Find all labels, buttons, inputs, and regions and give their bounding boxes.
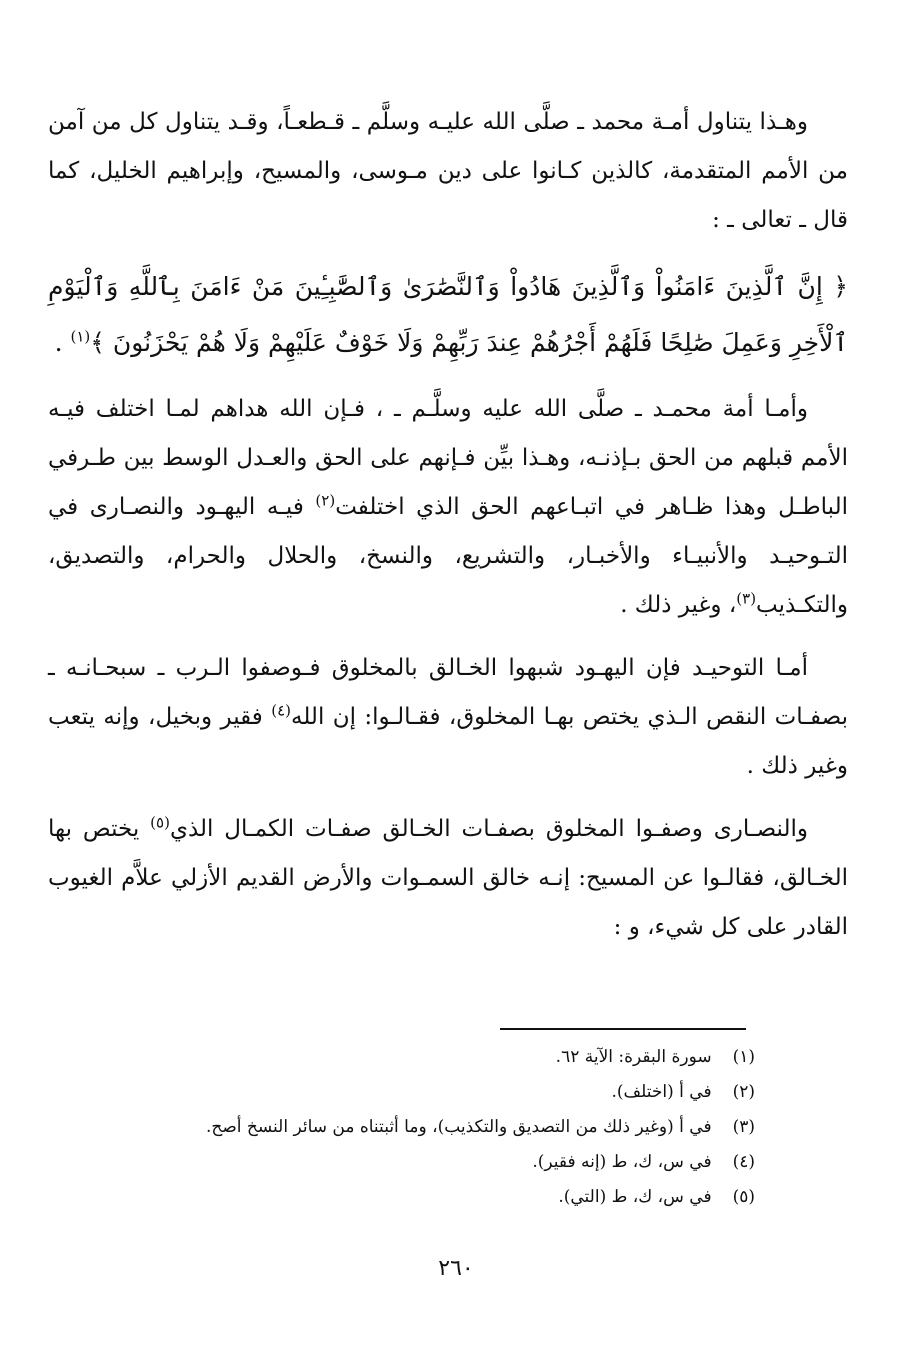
main-text — [48, 98, 848, 966]
paragraph-2-text-a: وأمـا أمة محمـد ـ صلَّى الله عليه وسلَّـم ـ ، فـإن الله هداهم لمـا اختلف فيـه الأمم قبلهم من الحق بـإذنـه، وهـذا بيِّن فـإنهم على الحق والعـدل الوسط بين طـرفي الباطـل وهذا ظـاهر في اتبـاعهم الحق الذي اختلفت — [48, 396, 848, 520]
footnote-ref-4: (٤) — [271, 701, 291, 720]
footnote-4 — [48, 1145, 755, 1180]
footnote-text: في س، ك، ط (التي). — [558, 1187, 712, 1207]
footnote-number: (٣) — [732, 1117, 755, 1137]
page-number: ٢٦٠ — [438, 1256, 474, 1281]
quran-verse-end: . — [54, 328, 71, 357]
paragraph-4-text-b: يختص بها الخـالق، فقالـوا عن المسيح: إنـه خالق السمـوات والأرض القديم الأزلي علاَّم الغيوب القادر على كل شيء، و : — [48, 816, 848, 940]
paragraph-3-text-b: فقير وبخيل، وإنه يتعب وغير ذلك . — [48, 704, 848, 779]
footnote-3 — [48, 1110, 755, 1145]
footnote-text: في س، ك، ط (إنه فقير). — [532, 1152, 712, 1172]
footnote-text: في أ (وغير ذلك من التصديق والتكذيب)، وما أثبتناه من سائر النسخ أصح. — [205, 1117, 712, 1137]
footnote-text: في أ (اختلف). — [611, 1082, 712, 1102]
paragraph-3 — [48, 644, 848, 791]
footnote-number: (٤) — [732, 1152, 755, 1172]
footnote-divider — [500, 1028, 746, 1030]
footnotes — [48, 1040, 755, 1215]
footnote-5 — [48, 1180, 755, 1215]
footnote-ref-5: (٥) — [150, 813, 170, 832]
footnote-1 — [48, 1040, 755, 1075]
paragraph-1 — [48, 98, 848, 245]
footnote-number: (١) — [732, 1047, 755, 1067]
footnote-ref-3: (٣) — [736, 589, 757, 608]
footnote-number: (٥) — [732, 1187, 755, 1207]
footnote-number: (٢) — [732, 1082, 755, 1102]
paragraph-2-text-b: فيـه اليهـود والنصـارى في التـوحيـد والأنبيـاء والأخبـار، والتشريع، والنسخ، والحلال والحرام، والتصديق، والتكـذيب — [48, 494, 848, 618]
footnote-text: سورة البقرة: الآية ٦٢. — [555, 1047, 712, 1067]
paragraph-4 — [48, 805, 848, 952]
paragraph-2 — [48, 385, 848, 630]
paragraph-1-text: وهـذا يتناول أمـة محمد ـ صلَّى الله عليـه وسلَّم ـ قـطعـاً، وقـد يتناول كل من آمن من الأمم المتقدمة، كالذين كـانوا على دين مـوسى، والمسيح، وإبراهيم الخليل، كما قال ـ تعالى ـ : — [48, 109, 848, 233]
quran-verse-text: ﴿ إِنَّ ٱلَّذِينَ ءَامَنُواْ وَٱلَّذِينَ هَادُواْ وَٱلنَّصَٰرَىٰ وَٱلصَّٰبِـِٔينَ مَنْ ءَامَنَ بِٱللَّهِ وَٱلْيَوْمِ ٱلْأَخِرِ وَعَمِلَ صَٰلِحًا فَلَهُمْ أَجْرُهُمْ عِندَ رَبِّهِمْ وَلَا خَوْفٌ عَلَيْهِمْ وَلَا هُمْ يَحْزَنُونَ ﴾ — [48, 272, 848, 357]
footnote-ref-1: (١) — [70, 327, 91, 346]
footnote-2 — [48, 1075, 755, 1110]
paragraph-3-text-a: أمـا التوحيـد فإن اليهـود شبهوا الخـالق بالمخلوق فـوصفوا الـرب ـ سبحـانـه ـ بصفـات النقص الـذي يختص بهـا المخلوق، فقـالـوا: إن الله — [48, 655, 848, 730]
quran-verse — [48, 259, 848, 371]
paragraph-4-text-a: والنصـارى وصفـوا المخلوق بصفـات الخـالق صفـات الكمـال الذي — [169, 816, 808, 842]
paragraph-2-text-c: ، وغير ذلك . — [620, 592, 737, 618]
footnote-ref-2: (٢) — [315, 491, 336, 510]
